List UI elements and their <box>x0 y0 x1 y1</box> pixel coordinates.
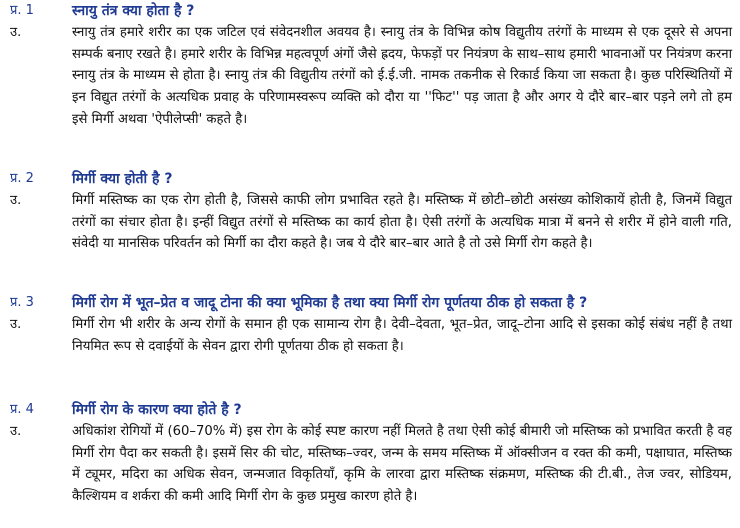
question-number: प्र. 2 <box>10 171 34 186</box>
answer-label: उ. <box>10 424 22 439</box>
answer-label: उ. <box>10 317 22 332</box>
question-row <box>0 292 740 314</box>
answer-row <box>0 190 740 255</box>
question-text: स्नायु तंत्र क्या होता है ? <box>72 3 195 19</box>
faq-item-1 <box>0 0 740 131</box>
answer-text: मिर्गी मस्तिष्क का एक रोग होती है, जिससे काफी लोग प्रभावित रहते है। मस्तिष्क में छोटी–छोटी असंख्य कोशिकायें होती है, जिनमें विद्युत तरंगों का संचार होता है। इन्हीं विद्युत तरंगों से मस्तिष्क का कार्य होता है। ऐसी तरंगों के अत्यधिक मात्रा में बनने से शरीर में होने वाली गति, संवेदी या मानसिक परिवर्तन को मिर्गी का दौरा कहते है। जब ये दौरे बार–बार आते है तो उसे मिर्गी रोग कहते है। <box>72 193 732 252</box>
faq-item-4 <box>0 399 740 508</box>
faq-item-2 <box>0 168 740 255</box>
question-row <box>0 399 740 421</box>
question-number: प्र. 1 <box>10 3 34 18</box>
answer-label: उ. <box>10 25 22 40</box>
answer-row <box>0 314 740 357</box>
question-text: मिर्गी क्या होती है ? <box>72 171 173 187</box>
question-row <box>0 0 740 22</box>
answer-text: स्नायु तंत्र हमारे शरीर का एक जटिल एवं संवेदनशील अवयव है। स्नायु तंत्र के विभिन्न कोष विद्युतीय तरंगों के माध्यम से एक दूसरे से अपना सम्पर्क बनाए रखते है। हमारे शरीर के विभिन्न महत्वपूर्ण अंगों जैसे ह्रदय, फेफड़ों पर नियंत्रण के साथ–साथ हमारी भावनाओं पर नियंत्रण करना स्नायु तंत्र के माध्यम से होता है। स्नायु तंत्र की विद्युतीय तरंगों को ई.ई.जी. नामक तकनीक से रिकार्ड किया जा सकता है। कुछ परिस्थितियों में इन विद्युत तरंगों के अत्यधिक प्रवाह के परिणामस्वरूप व्यक्ति को दौरा या ''फिट'' पड़ जाता है और अगर ये दौरे बार–बार पड़ने लगे तो हम इसे मिर्गी अथवा 'ऐपीलेप्सी' कहते है। <box>72 25 732 127</box>
answer-text: अधिकांश रोगियों में (60–70% में) इस रोग के कोई स्पष्ट कारण नहीं मिलते है तथा ऐसी कोई बीमारी जो मस्तिष्क को प्रभावित करती है वह मिर्गी रोग पैदा कर सकती है। इसमें सिर की चोट, मस्तिष्क–ज्वर, जन्म के समय मस्तिष्क में ऑक्सीजन व रक्त की कमी, पक्षाघात, मस्तिष्क में ट्यूमर, मदिरा का अधिक सेवन, जन्मजात विकृतियाँ, कृमि के लारवा द्वारा मस्तिष्क संक्रमण, मस्तिष्क की टी.बी., तेज ज्वर, सोडियम, कैल्शियम व शर्करा की कमी आदि मिर्गी रोग के कुछ प्रमुख कारण होते है। <box>72 424 732 505</box>
answer-text: मिर्गी रोग भी शरीर के अन्य रोगों के समान ही एक सामान्य रोग है। देवी–देवता, भूत–प्रेत, जादू–टोना आदि से इसका कोई संबंध नहीं है तथा नियमित रूप से दवाईयों के सेवन द्वारा रोगी पूर्णतया ठीक हो सकता है। <box>72 317 732 354</box>
question-text: मिर्गी रोग के कारण क्या होते है ? <box>72 402 242 418</box>
answer-label: उ. <box>10 193 22 208</box>
question-number: प्र. 3 <box>10 295 34 310</box>
question-text: मिर्गी रोग में भूत–प्रेत व जादू टोना की क्या भूमिका है तथा क्या मिर्गी रोग पूर्णतया ठीक हो सकता है ? <box>72 295 588 311</box>
answer-row <box>0 421 740 508</box>
question-row <box>0 168 740 190</box>
faq-item-3 <box>0 292 740 357</box>
question-number: प्र. 4 <box>10 402 34 417</box>
answer-row <box>0 22 740 131</box>
